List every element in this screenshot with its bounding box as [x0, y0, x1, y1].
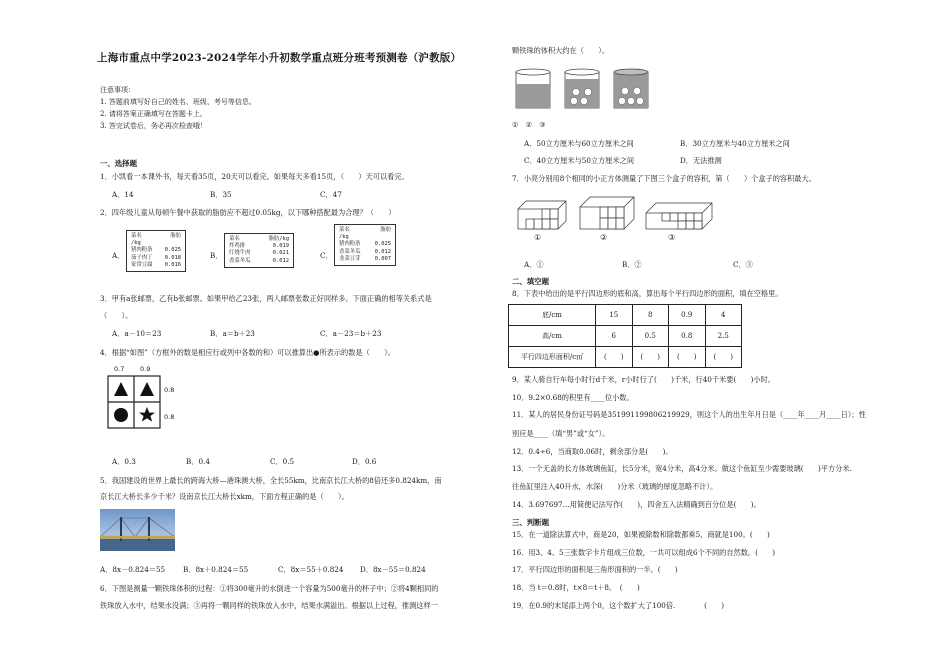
menu-fat: 0.016: [164, 261, 181, 268]
menu-header: 菜名: [339, 227, 350, 233]
cell: 2.5: [705, 326, 742, 347]
question-2: 2．四年级儿童从每顿午餐中获取的脂肪应不超过0.05kg，以下哪种搭配最为合理？（ ）: [100, 208, 396, 217]
q4-option-c[interactable]: C．0.5: [270, 457, 295, 466]
question-6: 6．下图是测量一颗铁珠体积的过程：①将300毫升的水倒进一个容量为500毫升的杯子中；②将4颗相同的: [100, 584, 439, 593]
box-label: ①: [534, 233, 542, 242]
q3-option-b[interactable]: B．a＝b＋23: [210, 329, 255, 338]
question-12: 12．0.4÷6，当商取0.06时，剩余部分是( )。: [512, 447, 673, 456]
q1-option-c[interactable]: C．47: [320, 190, 342, 199]
question-17: 17．平行四边形的面积是三角形面积的一半。( ): [512, 565, 678, 574]
answer-blank[interactable]: ( ): [596, 347, 633, 368]
q6-option-d[interactable]: D．无法推测: [680, 156, 722, 165]
q6-cup-labels: ① ② ③: [512, 120, 546, 129]
q7-option-b[interactable]: B．②: [622, 260, 642, 269]
question-8: 8．下表中给出的是平行四边形的底和高，算出每个平行四边形的面积，填在空格里。: [512, 289, 783, 298]
menu-dish: 茄子肉丁: [131, 254, 153, 261]
row-label: 底/cm: [509, 305, 596, 326]
answer-blank[interactable]: ( ): [669, 347, 706, 368]
menu-dish: 家常豆腐: [131, 261, 153, 268]
table-row: [509, 326, 742, 347]
question-1: 1．小凯看一本课外书，每天看35页，20天可以看完。如果每天多看15页，（ ）天可以看完。: [100, 172, 409, 181]
q6-option-a[interactable]: A．50立方厘米与60立方厘米之间: [524, 139, 634, 148]
question-18: 18．当 t＝0.8时，t×8＝t＋8。 ( ): [512, 583, 640, 592]
question-15: 15．在一道除法算式中，商是20，如果被除数和除数都乘5，商就是100。( ): [512, 530, 770, 539]
menu-dish: 香菜冬瓜: [229, 257, 251, 264]
question-9: 9．某人骑自行车每小时行d千米，r小时行了( )千米，行40千米要( )小时。: [512, 375, 775, 384]
row-label: 平行四边形面积/c㎡: [509, 347, 596, 368]
box-label: ②: [600, 233, 608, 242]
box-label: ③: [668, 233, 676, 242]
col-sum: 0.9: [140, 365, 151, 373]
answer-blank[interactable]: ( ): [632, 347, 669, 368]
question-6-line3: 颗铁珠的体积大约在（ ）。: [512, 46, 610, 55]
question-3: 3．甲有a张邮票，乙有b张邮票。如果甲给乙23张，两人邮票张数正好同样多。下面正确的相等关系式是: [100, 294, 432, 303]
q7-option-a[interactable]: A．①: [524, 260, 544, 269]
q3-option-c[interactable]: C．a－23＝b＋23: [320, 329, 382, 338]
table-row: [509, 347, 742, 368]
q7-boxes-figure: [512, 187, 772, 243]
q2-option-c[interactable]: C．: [320, 251, 333, 260]
q3-option-a[interactable]: A．a－10＝23: [112, 329, 162, 338]
cell: 8: [632, 305, 669, 326]
menu-dish: 香菜冬瓜: [339, 248, 361, 255]
cell: 4: [705, 305, 742, 326]
question-3-line2: （ ）。: [100, 311, 133, 320]
q4-option-b[interactable]: B．0.4: [186, 457, 210, 466]
q5-option-c[interactable]: C．8x＝55＋0.824: [278, 565, 344, 574]
row-label: 高/cm: [509, 326, 596, 347]
q5-option-d[interactable]: D．8x－55＝0.824: [360, 565, 426, 574]
question-10: 10．9.2×0.68的积里有____位小数。: [512, 393, 634, 402]
q4-grid-figure: [104, 363, 184, 433]
menu-header: 脂肪/kg: [268, 236, 289, 242]
star-icon: [139, 407, 155, 422]
menu-unit: /kg: [339, 234, 349, 241]
question-16: 16．用3、4、5三张数字卡片组成三位数，一共可以组成6个不同的自然数。( ): [512, 548, 776, 557]
row-sum: 0.8: [164, 386, 175, 394]
q4-option-a[interactable]: A．0.3: [112, 457, 136, 466]
menu-fat: 0.012: [272, 257, 289, 264]
menu-unit: /kg: [131, 240, 141, 247]
menu-header: 脂肪: [170, 233, 181, 239]
section-heading-choice: 一、选择题: [100, 159, 137, 168]
q2-menu-a: [126, 230, 186, 272]
question-11: 11．某人的居民身份证号码是351991199806219929，则这个人的出生年月日是（____年____月____日）；性: [512, 410, 866, 419]
menu-dish: 炸鸡排: [229, 243, 246, 250]
question-6-line2: 铁珠放入水中，结果水没满；③再将一颗同样的铁珠放入水中，结果水满溢出。根据以上过程，推测这样一: [100, 601, 438, 610]
q8-table: [508, 304, 742, 368]
q6-option-c[interactable]: C．40立方厘米与50立方厘米之间: [524, 156, 635, 165]
q6-cups-figure: [512, 62, 662, 114]
question-5-line2: 京长江大桥长多少千米？设南京长江大桥长xkm，下面方程正确的是（ ）。: [100, 492, 349, 501]
q6-option-b[interactable]: B．30立方厘米与40立方厘米之间: [680, 139, 790, 148]
menu-header: 菜名: [229, 236, 240, 242]
menu-dish: 猪肉粉条: [339, 241, 361, 248]
q2-menu-b: [224, 233, 294, 268]
notes-heading: 注意事项：: [100, 86, 135, 94]
question-11-line2: 别应是____（填“男”或“女”）。: [512, 429, 610, 438]
section-heading-fill: 二、填空题: [512, 277, 549, 286]
q5-option-a[interactable]: A．8x－0.824＝55: [100, 565, 166, 574]
circle-icon: [114, 408, 128, 422]
menu-fat: 0.018: [164, 254, 181, 261]
q2-option-b[interactable]: B．: [210, 251, 223, 260]
question-4: 4．根据“如图”（方框外的数是相应行或列中各数的和）可以推算出●所表示的数是（ ）。: [100, 348, 395, 357]
menu-dish: 红烧牛肉: [229, 250, 251, 257]
question-19: 19．在0.9的末尾添上两个0，这个数扩大了100倍. ( ): [512, 601, 725, 610]
menu-header: 菜名: [131, 233, 142, 239]
triangle-icon: [140, 382, 154, 396]
q1-option-a[interactable]: A．14: [112, 190, 134, 199]
table-row: [509, 305, 742, 326]
menu-fat: 0.019: [272, 243, 289, 250]
menu-fat: 0.007: [374, 255, 391, 262]
page-title: 上海市重点中学2023-2024学年小升初数学重点班分班考预测卷（沪教版）: [97, 52, 462, 64]
menu-fat: 0.012: [374, 248, 391, 255]
menu-header: 脂肪: [380, 227, 391, 233]
question-5: 5．我国建设的世界上最长的跨海大桥—港珠澳大桥，全长55km，比南京长江大桥的8倍还多0.824km，南: [100, 476, 442, 485]
cell: 15: [596, 305, 633, 326]
col-sum: 0.7: [114, 365, 125, 373]
note-item: 1. 答题前填写好自己的姓名、班级、考号等信息。: [100, 98, 256, 106]
note-item: 2. 请将答案正确填写在答题卡上。: [100, 110, 207, 118]
section-heading-judge: 三、判断题: [512, 518, 549, 527]
q2-option-a[interactable]: A．: [112, 251, 125, 260]
menu-fat: 0.025: [374, 241, 391, 248]
question-7: 7．小亮分别用8个相同的小正方体测量了下图三个盒子的容积，第（ ）个盒子的容积最大。: [512, 174, 816, 183]
menu-fat: 0.025: [164, 247, 181, 254]
question-13: 13．一个无盖的长方体玻璃鱼缸，长5分米，宽4分米，高4分米。做这个鱼缸至少需要玻璃( )平方分米.: [512, 464, 852, 473]
question-13-line2: 往鱼缸里注入40升水，水深( )分米（玻璃的厚度忽略不计）。: [512, 482, 718, 491]
menu-dish: 韭菜豆芽: [339, 255, 361, 262]
answer-blank[interactable]: ( ): [705, 347, 742, 368]
bridge-photo: [100, 509, 175, 551]
menu-dish: 猪肉粉条: [131, 247, 153, 254]
triangle-icon: [114, 382, 128, 396]
menu-fat: 0.021: [272, 250, 289, 257]
note-item: 3. 答完试卷后，务必再次检查哦！: [100, 122, 207, 130]
cell: 0.5: [632, 326, 669, 347]
cell: 0.9: [669, 305, 706, 326]
cell: 6: [596, 326, 633, 347]
cell: 0.8: [669, 326, 706, 347]
question-14: 14．3.697697…用简便记法写作( )，四舍五入法精确到百分位是( )。: [512, 500, 761, 509]
q4-option-d[interactable]: D．0.6: [352, 457, 377, 466]
row-sum: 0.8: [164, 413, 175, 421]
q2-menu-c: [334, 224, 396, 266]
q1-option-b[interactable]: B．35: [210, 190, 232, 199]
q5-option-b[interactable]: B．8x＋0.824＝55: [183, 565, 249, 574]
q7-option-c[interactable]: C．③: [733, 260, 753, 269]
